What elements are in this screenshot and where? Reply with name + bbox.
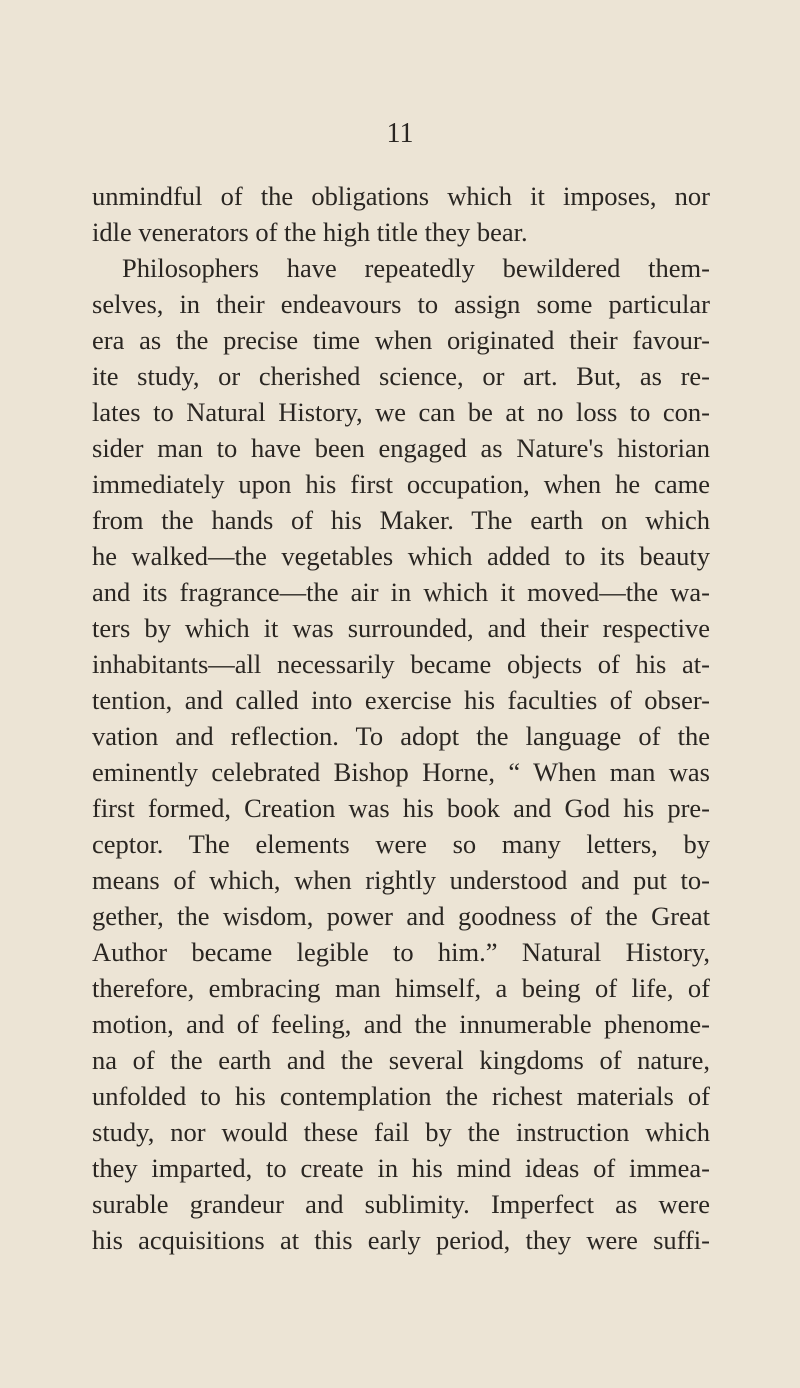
text-line: study, nor would these fail by the instruction which — [92, 1117, 710, 1147]
text-line: ceptor. The elements were so many letters, by — [92, 829, 710, 859]
text-line: selves, in their endeavours to assign some particular — [92, 289, 710, 319]
text-line: they imparted, to create in his mind ideas of immea- — [92, 1153, 710, 1183]
text-line: sider man to have been engaged as Nature's historian — [92, 433, 710, 463]
text-line: his acquisitions at this early period, they were suffi- — [92, 1225, 710, 1255]
text-line: unfolded to his contemplation the richest materials of — [92, 1081, 710, 1111]
text-line: motion, and of feeling, and the innumerable phenome- — [92, 1009, 710, 1039]
text-line: unmindful of the obligations which it imposes, nor — [92, 181, 710, 211]
text-line: first formed, Creation was his book and God his pre- — [92, 793, 710, 823]
text-line: era as the precise time when originated their favour- — [92, 325, 710, 355]
text-line: lates to Natural History, we can be at no loss to con- — [92, 397, 710, 427]
page-number: 11 — [386, 118, 414, 149]
text-line: means of which, when rightly understood and put to- — [92, 865, 710, 895]
text-line: inhabitants—all necessarily became objects of his at- — [92, 649, 710, 679]
text-line: vation and reflection. To adopt the language of the — [92, 721, 710, 751]
text-line: immediately upon his first occupation, when he came — [92, 469, 710, 499]
text-line: from the hands of his Maker. The earth on which — [92, 505, 710, 535]
body-text — [92, 178, 710, 1258]
text-line: tention, and called into exercise his faculties of obser- — [92, 685, 710, 715]
text-line: and its fragrance—the air in which it moved—the wa- — [92, 577, 710, 607]
text-line: surable grandeur and sublimity. Imperfect as were — [92, 1189, 710, 1219]
text-line: idle venerators of the high title they bear. — [92, 217, 528, 247]
text-line: ters by which it was surrounded, and their respective — [92, 613, 710, 643]
text-line: na of the earth and the several kingdoms of nature, — [92, 1045, 710, 1075]
text-line: Philosophers have repeatedly bewildered them- — [122, 253, 710, 283]
text-line: gether, the wisdom, power and goodness of the Great — [92, 901, 710, 931]
text-line: eminently celebrated Bishop Horne, “ When man was — [92, 757, 710, 787]
text-line: Author became legible to him.” Natural History, — [92, 937, 710, 967]
text-line: therefore, embracing man himself, a being of life, of — [92, 973, 710, 1003]
text-line: ite study, or cherished science, or art. But, as re- — [92, 361, 710, 391]
text-line: he walked—the vegetables which added to its beauty — [92, 541, 710, 571]
